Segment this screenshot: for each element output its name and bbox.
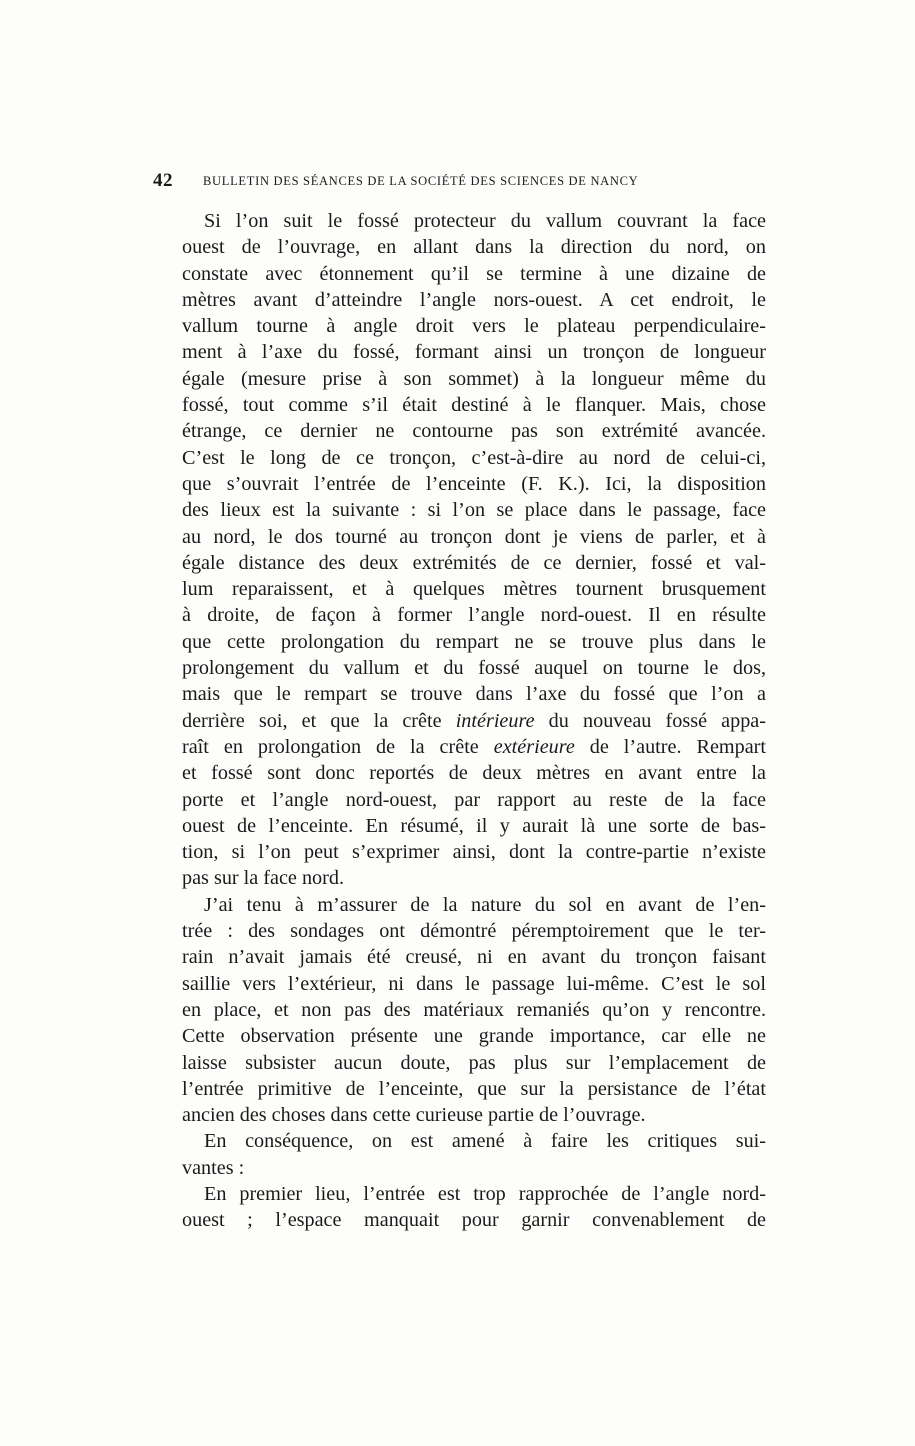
paragraph (160, 208, 766, 892)
paragraph (160, 892, 766, 1129)
page-number: 42 (153, 170, 173, 191)
paragraph (160, 1128, 766, 1181)
text-line: et fossé sont donc reportés de deux mètres en avant entre la (182, 762, 766, 785)
text-line: étrange, ce dernier ne contourne pas son extrémité avancée. (182, 420, 766, 443)
text-line: lum reparaissent, et à quelques mètres tournent brusquement (182, 578, 766, 601)
text-line: fossé, tout comme s’il était destiné à le flanquer. Mais, chose (182, 394, 766, 417)
text-line: derrière soi, et que la crête intérieure du nouveau fossé appa- (182, 709, 766, 732)
text-line: pas sur la face nord. (182, 867, 344, 890)
text-line: des lieux est la suivante : si l’on se place dans le passage, face (182, 499, 766, 522)
text-line: Si l’on suit le fossé protecteur du vallum couvrant la face (204, 210, 766, 232)
text-line: ment à l’axe du fossé, formant ainsi un tronçon de longueur (182, 341, 766, 364)
text-line: porte et l’angle nord-ouest, par rapport au reste de la face (182, 788, 766, 811)
text-line: ouest ; l’espace manquait pour garnir convenablement de (182, 1209, 766, 1232)
text-line: tion, si l’on peut s’exprimer ainsi, dont la contre-partie n’existe (182, 841, 766, 864)
text-line: égale distance des deux extrémités de ce dernier, fossé et val- (182, 551, 766, 574)
text-line: l’entrée primitive de l’enceinte, que sur la persistance de l’état (182, 1077, 766, 1100)
paragraph (160, 1181, 766, 1234)
text-line: rain n’avait jamais été creusé, ni en avant du tronçon faisant (182, 946, 766, 969)
text-line: prolongement du vallum et du fossé auquel on tourne le dos, (182, 657, 766, 680)
running-head (153, 170, 767, 192)
text-line: au nord, le dos tourné au tronçon dont je viens de parler, et à (182, 525, 766, 548)
text-line: trée : des sondages ont démontré péremptoirement que le ter- (182, 920, 766, 943)
text-line: à droite, de façon à former l’angle nord-ouest. Il en résulte (182, 604, 766, 627)
text-line: raît en prolongation de la crête extérieure de l’autre. Rempart (182, 735, 766, 758)
text-line: Cette observation présente une grande importance, car elle ne (182, 1025, 766, 1048)
text-line: En conséquence, on est amené à faire les critiques sui- (204, 1130, 766, 1153)
text-line: en place, et non pas des matériaux remaniés qu’on y rencontre. (182, 998, 766, 1021)
text-line: laisse subsister aucun doute, pas plus sur l’emplacement de (182, 1051, 766, 1074)
text-line: mètres avant d’atteindre l’angle nors-ouest. A cet endroit, le (182, 288, 766, 311)
text-line: ouest de l’enceinte. En résumé, il y aurait là une sorte de bas- (182, 814, 766, 837)
text-line: J’ai tenu à m’assurer de la nature du sol en avant de l’en- (204, 893, 766, 916)
text-line: C’est le long de ce tronçon, c’est-à-dire au nord de celui-ci, (182, 446, 766, 469)
text-line: vantes : (182, 1156, 245, 1179)
text-line: constate avec étonnement qu’il se termine à une dizaine de (182, 262, 766, 285)
running-head-title: BULLETIN DES SÉANCES DE LA SOCIÉTÉ DES SCIENCES DE NANCY (203, 174, 639, 188)
text-line: ouest de l’ouvrage, en allant dans la direction du nord, on (182, 236, 766, 259)
text-line: mais que le rempart se trouve dans l’axe du fossé que l’on a (182, 683, 766, 706)
text-line: saillie vers l’extérieur, ni dans le passage lui-même. C’est le sol (182, 972, 766, 995)
text-line: vallum tourne à angle droit vers le plateau perpendiculaire- (182, 315, 766, 338)
text-line: En premier lieu, l’entrée est trop rapprochée de l’angle nord- (204, 1182, 766, 1205)
text-line: égale (mesure prise à son sommet) à la longueur même du (182, 367, 766, 390)
body-text (160, 208, 766, 1234)
text-line: que cette prolongation du rempart ne se trouve plus dans le (182, 630, 766, 653)
text-line: ancien des choses dans cette curieuse partie de l’ouvrage. (182, 1104, 646, 1127)
text-line: que s’ouvrait l’entrée de l’enceinte (F. K.). Ici, la disposition (182, 472, 766, 495)
